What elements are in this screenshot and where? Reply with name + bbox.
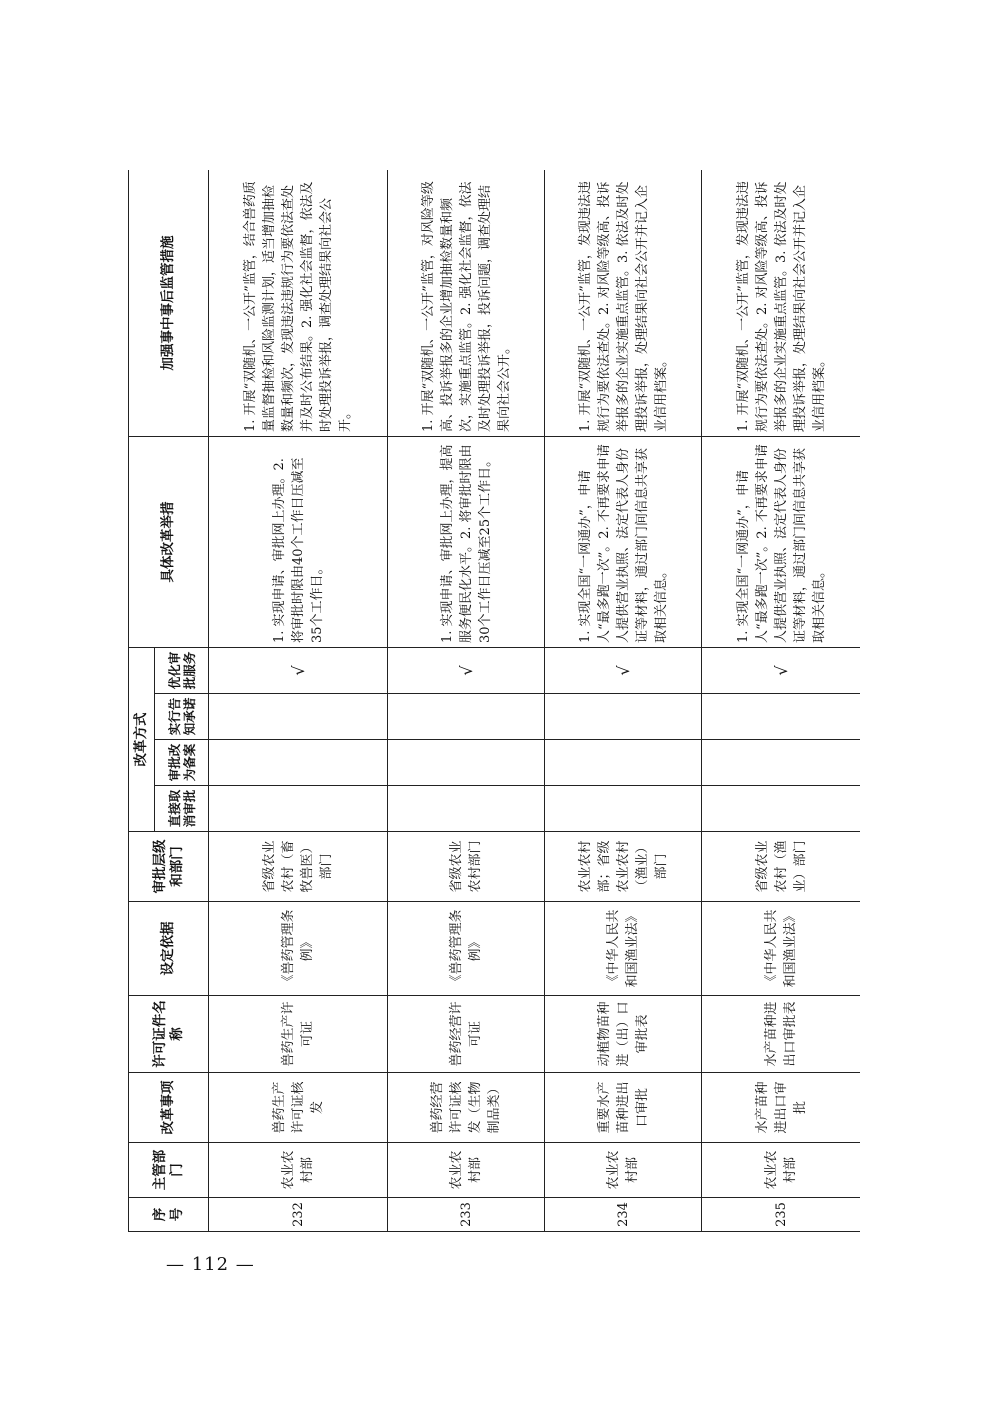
cell-item: 兽药经营许可证核发（生物制品类） xyxy=(388,1073,545,1143)
cell-mode-cancel xyxy=(545,786,702,832)
cell-seq: 235 xyxy=(702,1198,861,1232)
cell-basis: 《中华人民共和国渔业法》 xyxy=(702,902,861,996)
cell-supervision: 1. 开展“双随机、一公开”监管，对风险等级高、投诉举报多的企业增加抽检数量和频次，实施重点监管。2. 强化社会监督，依法及时处理投诉举报，投诉问题，调查处理结果向社会公开。 xyxy=(388,170,545,437)
header-license: 许可证件名称 xyxy=(129,996,209,1073)
cell-measures: 1. 实现全国“一网通办”，申请人“最多跑一次”。2. 不再要求申请人提供营业执照、法定代表人身份证等材料，通过部门间信息共享获取相关信息。 xyxy=(545,437,702,648)
cell-measures: 1. 实现全国“一网通办”，申请人“最多跑一次”。2. 不再要求申请人提供营业执照、法定代表人身份证等材料，通过部门间信息共享获取相关信息。 xyxy=(702,437,861,648)
cell-mode-record xyxy=(702,740,861,786)
header-seq: 序号 xyxy=(129,1198,209,1232)
header-item: 改革事项 xyxy=(129,1073,209,1143)
header-level: 审批层级和部门 xyxy=(129,832,209,902)
check-icon: √ xyxy=(209,648,388,694)
cell-mode-cancel xyxy=(388,786,545,832)
header-mode-cancel: 直接取消审批 xyxy=(155,786,209,832)
rotated-table-frame xyxy=(128,170,860,1232)
cell-item: 兽药生产许可证核发 xyxy=(209,1073,388,1143)
header-measures: 具体改革举措 xyxy=(129,437,209,648)
cell-license: 兽药经营许可证 xyxy=(388,996,545,1073)
cell-dept: 农业农村部 xyxy=(545,1143,702,1198)
table-row xyxy=(209,170,388,1232)
cell-mode-record xyxy=(209,740,388,786)
header-reform-mode: 改革方式 xyxy=(129,648,155,832)
table-row xyxy=(545,170,702,1232)
cell-dept: 农业农村部 xyxy=(209,1143,388,1198)
header-basis: 设定依据 xyxy=(129,902,209,996)
cell-license: 兽药生产许可证 xyxy=(209,996,388,1073)
cell-seq: 234 xyxy=(545,1198,702,1232)
check-icon: √ xyxy=(388,648,545,694)
cell-mode-cancel xyxy=(702,786,861,832)
cell-mode-promise xyxy=(388,694,545,740)
header-row-1 xyxy=(129,170,155,1232)
cell-level: 省级农业农村（渔业）部门 xyxy=(702,832,861,902)
cell-mode-promise xyxy=(209,694,388,740)
page-number: — 112 — xyxy=(166,1254,255,1275)
cell-license: 动植物苗种进（出）口审批表 xyxy=(545,996,702,1073)
cell-mode-record xyxy=(545,740,702,786)
header-dept: 主管部门 xyxy=(129,1143,209,1198)
cell-item: 重要水产苗种进出口审批 xyxy=(545,1073,702,1143)
table-row xyxy=(388,170,545,1232)
cell-mode-promise xyxy=(545,694,702,740)
cell-mode-promise xyxy=(702,694,861,740)
header-mode-promise: 实行告知承诺 xyxy=(155,694,209,740)
cell-basis: 《中华人民共和国渔业法》 xyxy=(545,902,702,996)
check-icon: √ xyxy=(545,648,702,694)
cell-seq: 232 xyxy=(209,1198,388,1232)
table-row xyxy=(702,170,861,1232)
cell-license: 水产苗种进出口审批表 xyxy=(702,996,861,1073)
cell-measures: 1. 实现申请、审批网上办理。2. 将审批时限由40个工作日压减至35个工作日。 xyxy=(209,437,388,648)
header-mode-record: 审批改为备案 xyxy=(155,740,209,786)
cell-dept: 农业农村部 xyxy=(702,1143,861,1198)
cell-measures: 1. 实现申请、审批网上办理，提高服务便民化水平。2. 将审批时限由30个工作日压减至25个工作日。 xyxy=(388,437,545,648)
reform-table xyxy=(128,170,860,1232)
cell-level: 省级农业农村（畜牧兽医）部门 xyxy=(209,832,388,902)
cell-level: 农业农村部；省级农业农村（渔业）部门 xyxy=(545,832,702,902)
cell-basis: 《兽药管理条例》 xyxy=(388,902,545,996)
cell-level: 省级农业农村部门 xyxy=(388,832,545,902)
rotated-table-content xyxy=(128,170,860,1232)
cell-mode-record xyxy=(388,740,545,786)
cell-supervision: 1. 开展“双随机、一公开”监管，结合兽药质量监督抽检和风险监测计划，适当增加抽检数量和频次，发现违法违规行为要依法查处并及时公布结果。2. 强化社会监督，依法及时处理投诉举报，调查处理结果向社会公开。 xyxy=(209,170,388,437)
cell-supervision: 1. 开展“双随机、一公开”监管，发现违法违规行为要依法查处。2. 对风险等级高、投诉举报多的企业实施重点监管。3. 依法及时处理投诉举报，处理结果向社会公开并记入企业信用档案。 xyxy=(702,170,861,437)
cell-supervision: 1. 开展“双随机、一公开”监管，发现违法违规行为要依法查处。2. 对风险等级高、投诉举报多的企业实施重点监管。3. 依法及时处理投诉举报，处理结果向社会公开并记入企业信用档案。 xyxy=(545,170,702,437)
cell-item: 水产苗种进出口审批 xyxy=(702,1073,861,1143)
header-mode-optimize: 优化审批服务 xyxy=(155,648,209,694)
cell-dept: 农业农村部 xyxy=(388,1143,545,1198)
cell-seq: 233 xyxy=(388,1198,545,1232)
header-supervision: 加强事中事后监管措施 xyxy=(129,170,209,437)
cell-basis: 《兽药管理条例》 xyxy=(209,902,388,996)
cell-mode-cancel xyxy=(209,786,388,832)
check-icon: √ xyxy=(702,648,861,694)
